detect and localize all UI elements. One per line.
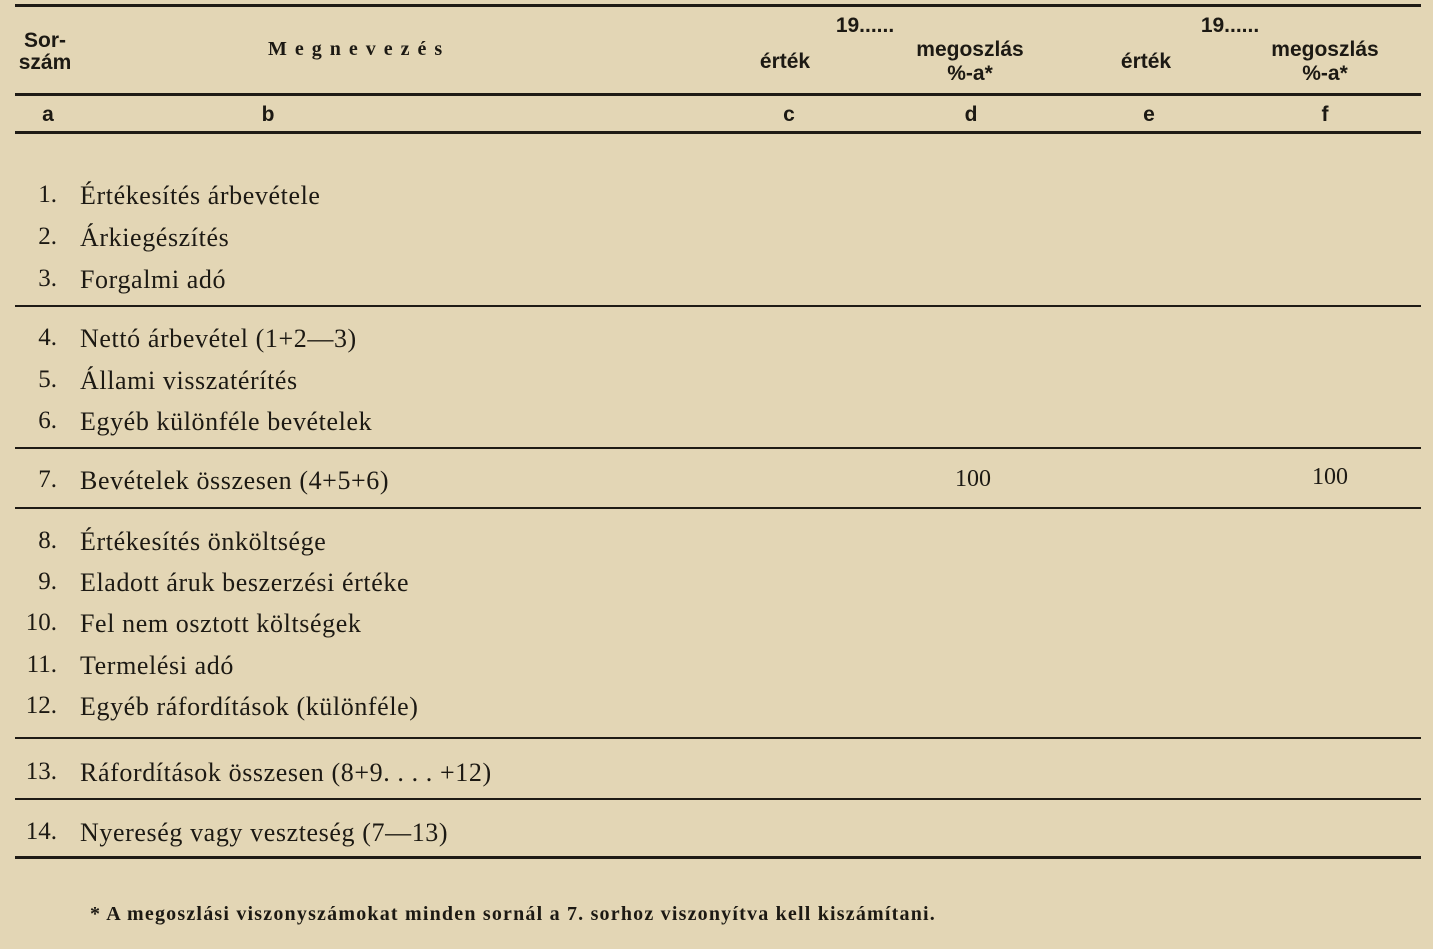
row-number: 4. — [38, 324, 57, 351]
row-label: Nyereség vagy veszteség (7—13) — [80, 818, 449, 847]
row-label: Értékesítés árbevétele — [80, 181, 321, 210]
row-number: 10. — [25, 609, 57, 636]
row-label: Állami visszatérítés — [80, 366, 298, 395]
header-ertek-1: érték — [759, 50, 811, 73]
column-letter-e: e — [1143, 103, 1155, 126]
row-label: Ráfordítások összesen (8+9. . . . +12) — [80, 758, 492, 787]
column-letter-c: c — [783, 103, 795, 126]
table-bottom-rule — [15, 856, 1421, 859]
row-label: Termelési adó — [80, 651, 234, 680]
header-year-2: 19...... — [1200, 14, 1260, 37]
row-label: Bevételek összesen (4+5+6) — [80, 466, 390, 495]
row-number: 6. — [38, 407, 57, 434]
row-label: Fel nem osztott költségek — [80, 609, 362, 638]
row-number: 14. — [25, 818, 57, 845]
group-divider — [15, 507, 1421, 509]
row-label: Forgalmi adó — [80, 265, 227, 294]
row-number: 8. — [38, 527, 57, 554]
group-divider — [15, 798, 1421, 800]
row-number: 12. — [25, 692, 57, 719]
row-number: 5. — [38, 366, 57, 393]
row-number: 13. — [25, 758, 57, 785]
row-number: 1. — [38, 181, 57, 208]
letters-bottom-rule — [15, 131, 1421, 134]
group-divider — [15, 447, 1421, 449]
group-divider — [15, 305, 1421, 307]
row-number: 2. — [38, 223, 57, 250]
header-pct-1: %-a* — [947, 62, 993, 85]
header-year-1: 19...... — [835, 14, 895, 37]
footnote: * A megoszlási viszonyszámokat minden sornál a 7. sorhoz viszonyítva kell kiszámítani. — [90, 903, 937, 925]
row-label: Egyéb ráfordítások (különféle) — [80, 692, 419, 721]
header-megoszlas-1: megoszlás — [916, 38, 1024, 61]
row-value-d: 100 — [955, 466, 991, 492]
header-megoszlas-2: megoszlás — [1271, 38, 1379, 61]
group-divider — [15, 737, 1421, 739]
column-letter-b: b — [261, 103, 275, 126]
column-letter-d: d — [964, 103, 978, 126]
header-pct-2: %-a* — [1302, 62, 1348, 85]
header-bottom-rule — [15, 93, 1421, 96]
header-sorszam — [14, 30, 76, 74]
column-letter-f: f — [1321, 103, 1329, 126]
row-number: 9. — [38, 568, 57, 595]
column-letter-a: a — [42, 103, 54, 126]
row-label: Eladott áruk beszerzési értéke — [80, 568, 410, 597]
row-number: 7. — [38, 466, 57, 493]
row-label: Egyéb különféle bevételek — [80, 407, 373, 436]
header-sorszam-line1: Sor- — [24, 29, 66, 52]
table-top-rule — [15, 4, 1421, 7]
header-sorszam-line2: szám — [18, 51, 72, 74]
header-megnevezes: Megnevezés — [268, 38, 451, 60]
header-ertek-2: érték — [1120, 50, 1172, 73]
row-label: Árkiegészítés — [80, 223, 230, 252]
row-label: Értékesítés önköltsége — [80, 527, 327, 556]
row-label: Nettó árbevétel (1+2—3) — [80, 324, 357, 353]
row-number: 3. — [38, 265, 57, 292]
row-value-f: 100 — [1312, 464, 1348, 490]
row-number: 11. — [26, 651, 57, 678]
